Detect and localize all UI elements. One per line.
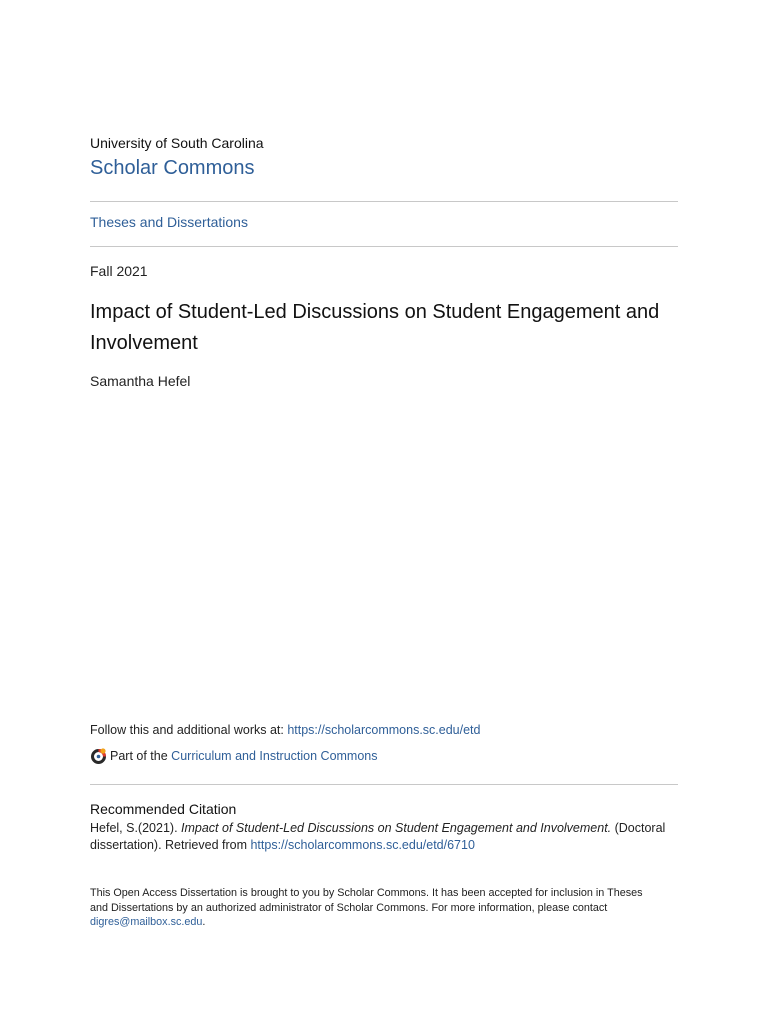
notice-text: This Open Access Dissertation is brought to you by Scholar Commons. It has been accepted for inclusion in Theses and Dissertations by an authorized administrator of Scholar Commons. For more information, please contact <box>90 887 643 914</box>
author-name: Samantha Hefel <box>90 373 191 389</box>
citation-url-link[interactable]: https://scholarcommons.sc.edu/etd/6710 <box>250 838 475 852</box>
citation-author-year: Hefel, S.(2021). <box>90 821 182 835</box>
institution-name: University of South Carolina <box>90 135 264 151</box>
contact-email-link[interactable]: digres@mailbox.sc.edu <box>90 916 203 928</box>
open-access-notice <box>90 886 650 930</box>
part-of-prefix: Part of the <box>110 749 168 763</box>
publication-date: Fall 2021 <box>90 263 148 279</box>
divider <box>90 246 678 247</box>
notice-suffix: . <box>202 916 206 928</box>
divider <box>90 201 678 202</box>
divider <box>90 784 678 785</box>
etd-collection-link[interactable]: https://scholarcommons.sc.edu/etd <box>287 723 481 737</box>
document-title: Impact of Student-Led Discussions on Student Engagement and Involvement <box>90 301 660 354</box>
citation-text <box>90 820 678 854</box>
repository-link[interactable]: Scholar Commons <box>90 157 255 179</box>
collection-link[interactable]: Theses and Dissertations <box>90 214 248 230</box>
citation-middle: (Doctoral dissertation). Retrieved from <box>90 821 666 852</box>
cover-page <box>90 0 678 1024</box>
discipline-commons-link[interactable]: Curriculum and Instruction Commons <box>171 749 378 763</box>
commons-network-icon <box>90 747 108 765</box>
follow-prefix: Follow this and additional works at: <box>90 723 288 737</box>
citation-title: Impact of Student-Led Discussions on Student Engagement and Involvement. <box>181 821 612 835</box>
follow-line <box>90 723 480 737</box>
citation-heading: Recommended Citation <box>90 801 237 817</box>
part-of-line <box>90 747 378 765</box>
